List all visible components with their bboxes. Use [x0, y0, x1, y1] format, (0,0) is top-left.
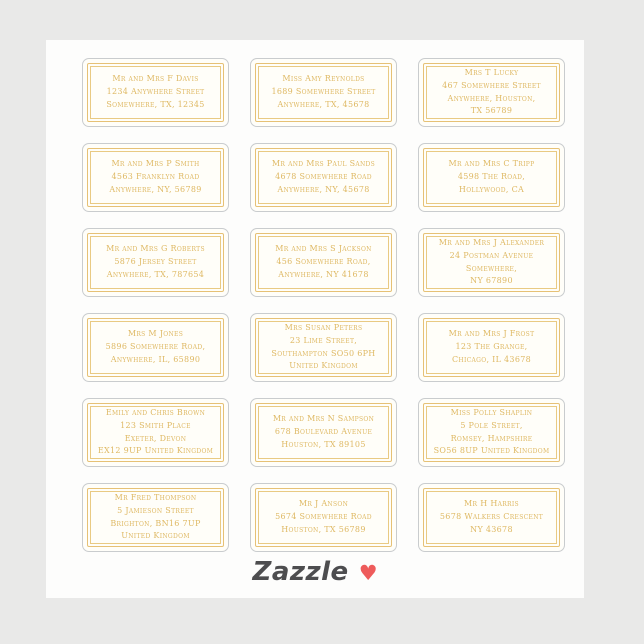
- address-line: TX 56789: [470, 106, 513, 116]
- address-line: Mr and Mrs P Smith: [111, 159, 200, 169]
- label-address-text: [90, 66, 221, 119]
- address-line: Romsey, Hampshire: [450, 433, 533, 443]
- address-label: [250, 143, 397, 212]
- address-line: Anywhere, NY, 45678: [277, 184, 370, 194]
- label-address-text: [258, 66, 389, 119]
- address-line: Anywhere, IL, 65890: [110, 354, 201, 364]
- address-label: [418, 58, 565, 127]
- address-line: Anywhere, TX, 787654: [106, 269, 205, 279]
- brand-footer: [46, 556, 584, 588]
- address-line: 5896 Somewhere Road,: [105, 342, 206, 352]
- label-address-text: [90, 491, 221, 544]
- address-line: 678 Boulevard Avenue: [274, 427, 373, 437]
- address-label: [418, 143, 565, 212]
- label-address-text: [258, 406, 389, 459]
- zazzle-logo: Zazzle: [252, 557, 349, 587]
- address-line: Anywhere, Houston,: [447, 93, 536, 103]
- address-label: [418, 483, 565, 552]
- address-line: Anywhere, TX, 45678: [277, 99, 370, 109]
- address-line: 1689 Somewhere Street: [271, 87, 376, 97]
- label-address-text: [258, 321, 389, 374]
- address-line: Houston, TX 89105: [281, 439, 366, 449]
- address-line: NY 43678: [470, 524, 513, 534]
- address-line: Anywhere, NY, 56789: [109, 184, 202, 194]
- address-line: 4563 Franklyn Road: [111, 172, 200, 182]
- address-line: 5 Pole Street,: [460, 420, 523, 430]
- address-label: [250, 313, 397, 382]
- address-line: Mr and Mrs F Davis: [112, 74, 199, 84]
- label-address-text: [90, 151, 221, 204]
- label-address-text: [90, 321, 221, 374]
- label-address-text: [90, 406, 221, 459]
- label-address-text: [426, 151, 557, 204]
- address-line: SO56 8UP United Kingdom: [433, 446, 550, 456]
- label-address-text: [426, 66, 557, 119]
- address-line: Southampton SO50 6PH: [271, 348, 376, 358]
- address-line: 467 Somewhere Street: [442, 80, 541, 90]
- address-line: Anywhere, NY 41678: [278, 269, 369, 279]
- address-line: Mrs T Lucky: [464, 67, 519, 77]
- address-line: Mr and Mrs S Jackson: [275, 244, 372, 254]
- address-label: [418, 228, 565, 297]
- address-line: Houston, TX 56789: [281, 524, 366, 534]
- address-label: [418, 398, 565, 467]
- address-line: Miss Polly Shaplin: [450, 407, 533, 417]
- address-line: Hollywood, CA: [458, 184, 525, 194]
- address-label: [82, 398, 229, 467]
- address-label: [82, 483, 229, 552]
- address-line: 456 Somewhere Road,: [276, 257, 371, 267]
- address-line: Emily and Chris Brown: [105, 407, 206, 417]
- address-line: 123 Smith Place: [120, 420, 191, 430]
- address-line: 5678 Walkers Crescent: [439, 512, 544, 522]
- address-line: Mr and Mrs Paul Sands: [271, 159, 376, 169]
- address-line: Mr and Mrs N Sampson: [272, 414, 375, 424]
- address-line: Mr J Anson: [298, 499, 349, 509]
- address-label: [250, 58, 397, 127]
- address-line: EX12 9UP United Kingdom: [97, 446, 214, 456]
- address-label: [250, 483, 397, 552]
- address-line: 5876 Jersey Street: [114, 257, 197, 267]
- address-line: United Kingdom: [289, 361, 358, 371]
- address-line: Mr and Mrs J Frost: [448, 329, 535, 339]
- address-label: [82, 143, 229, 212]
- label-address-text: [258, 491, 389, 544]
- address-line: Mr and Mrs G Roberts: [106, 244, 205, 254]
- address-line: Mr and Mrs C Tripp: [448, 159, 535, 169]
- address-line: 4678 Somewhere Road: [275, 172, 372, 182]
- address-line: 23 Lime Street,: [289, 335, 358, 345]
- label-grid: [82, 58, 565, 552]
- label-address-text: [90, 236, 221, 289]
- address-line: 24 Postman Avenue: [449, 250, 534, 260]
- address-label: [82, 228, 229, 297]
- label-address-text: [426, 321, 557, 374]
- address-label: [250, 228, 397, 297]
- address-label-sticker-sheet[interactable]: [46, 40, 584, 598]
- address-line: Brighton, BN16 7UP: [110, 518, 201, 528]
- address-line: Somewhere,: [465, 263, 518, 273]
- label-address-text: [258, 151, 389, 204]
- address-label: [82, 58, 229, 127]
- address-line: Mr Fred Thompson: [114, 492, 197, 502]
- label-address-text: [426, 236, 557, 289]
- address-line: 5674 Somewhere Road: [275, 512, 372, 522]
- address-label: [82, 313, 229, 382]
- address-line: Exeter, Devon: [124, 433, 187, 443]
- address-line: Mr H Harris: [464, 499, 519, 509]
- address-line: Mr and Mrs J Alexander: [438, 237, 545, 247]
- address-line: 4598 The Road,: [457, 172, 526, 182]
- label-address-text: [426, 491, 557, 544]
- address-line: Miss Amy Reynolds: [282, 74, 365, 84]
- address-label: [418, 313, 565, 382]
- heart-icon: ♥: [358, 561, 378, 585]
- label-address-text: [426, 406, 557, 459]
- address-line: 123 The Grange,: [455, 342, 528, 352]
- address-line: Mrs Susan Peters: [284, 322, 363, 332]
- address-line: Chicago, IL 43678: [451, 354, 531, 364]
- address-label: [250, 398, 397, 467]
- address-line: Somewhere, TX, 12345: [106, 99, 205, 109]
- address-line: United Kingdom: [121, 531, 190, 541]
- address-line: 1234 Anywhere Street: [106, 87, 205, 97]
- label-address-text: [258, 236, 389, 289]
- address-line: NY 67890: [470, 276, 513, 286]
- address-line: Mrs M Jones: [127, 329, 184, 339]
- address-line: 5 Jamieson Street: [117, 505, 194, 515]
